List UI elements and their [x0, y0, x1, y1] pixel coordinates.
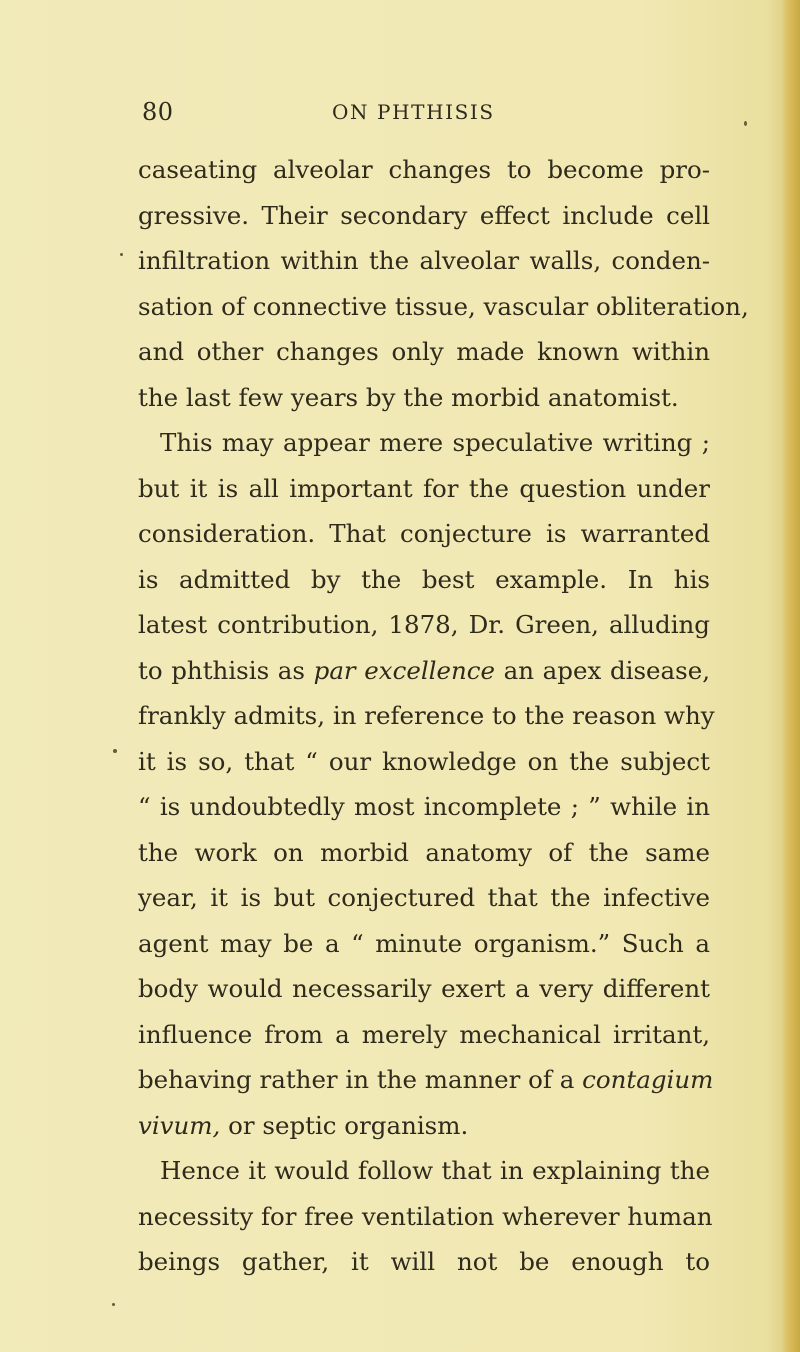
paper-speck — [112, 1303, 115, 1306]
text-line — [138, 648, 710, 694]
text-line: Hence it would follow that in explaining the — [160, 1156, 710, 1185]
text-line: caseating alveolar changes to become pro- — [138, 155, 710, 184]
text-segment: to phthisis as — [138, 655, 314, 685]
italic-phrase: contagium — [582, 1065, 714, 1094]
text-line: is admitted by the best example. In his — [138, 564, 710, 594]
italic-phrase: par excellence — [313, 655, 495, 685]
text-line: year, it is but conjectured that the infective — [138, 883, 710, 912]
page-number: 80 — [142, 98, 174, 126]
text-line: agent may be a “ minute organism.” Such a — [138, 928, 710, 958]
text-segment: or septic organism. — [220, 1110, 469, 1140]
text-line: frankly admits, in reference to the reason why — [138, 701, 715, 730]
text-line: necessity for free ventilation wherever human — [138, 1201, 713, 1231]
text-line: but it is all important for the question under — [138, 473, 710, 503]
paper-speck — [113, 749, 117, 753]
text-line: sation of connective tissue, vascular obliteration, — [138, 291, 749, 321]
text-line: influence from a merely mechanical irritant, — [138, 1019, 710, 1049]
text-line: beings gather, it will not be enough to — [138, 1247, 710, 1276]
text-line: This may appear mere speculative writing ; — [160, 428, 710, 457]
text-line: latest contribution, 1878, Dr. Green, alluding — [138, 610, 710, 639]
page-header — [142, 98, 712, 128]
text-line: gressive. Their secondary effect include cell — [138, 200, 710, 230]
text-line: infiltration within the alveolar walls, conden- — [138, 246, 710, 275]
page-edge — [782, 0, 800, 1352]
text-line — [138, 1103, 710, 1149]
italic-phrase: vivum, — [138, 1110, 221, 1140]
text-line: “ is undoubtedly most incomplete ; ” while in — [138, 792, 710, 821]
running-head: ON PHTHISIS — [332, 100, 495, 124]
text-segment: an apex disease, — [495, 655, 710, 685]
text-segment: behaving rather in the manner of a — [138, 1065, 583, 1094]
text-line: it is so, that “ our knowledge on the subject — [138, 746, 710, 776]
text-line: consideration. That conjecture is warranted — [138, 519, 710, 548]
body-text — [138, 147, 749, 1285]
text-line: body would necessarily exert a very different — [138, 974, 710, 1003]
text-line — [138, 1057, 714, 1103]
text-line: the last few years by the morbid anatomist. — [138, 382, 679, 412]
paper-speck — [744, 121, 747, 126]
text-line: the work on morbid anatomy of the same — [138, 837, 710, 867]
text-line: and other changes only made known within — [138, 337, 710, 366]
paper-speck — [120, 253, 123, 256]
